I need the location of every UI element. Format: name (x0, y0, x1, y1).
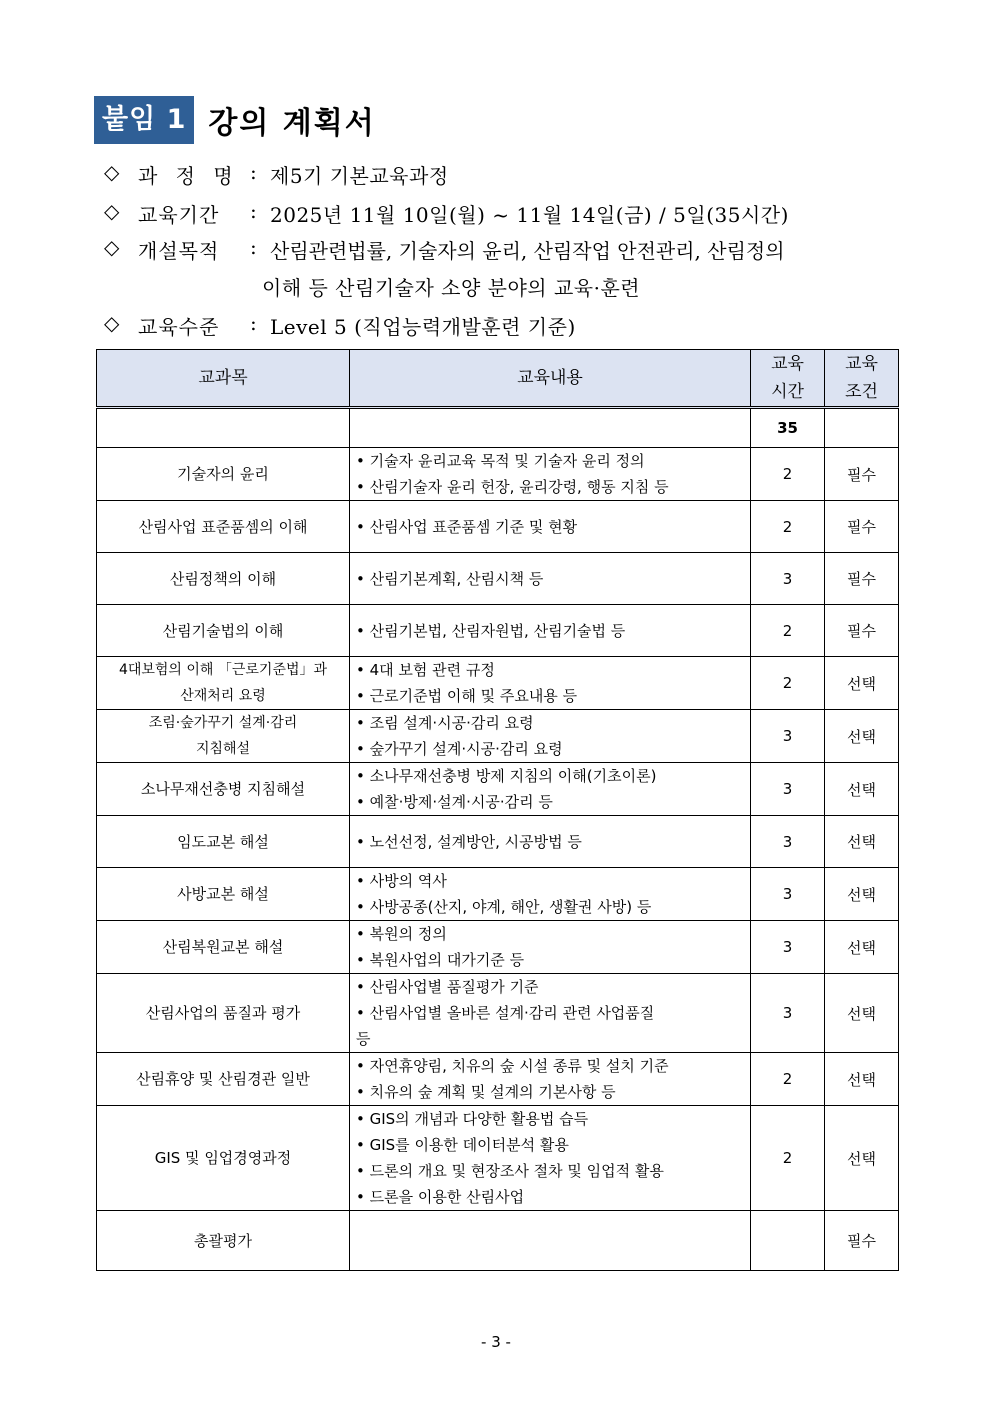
table-row (97, 605, 899, 657)
cell-hours: 2 (751, 1106, 825, 1211)
content-bullet: • 치유의 숲 계획 및 설계의 기본사항 등 (356, 1083, 616, 1101)
cell-condition: 선택 (825, 657, 899, 710)
subject-line: 4대보험의 이해 「근로기준법」과 (118, 662, 328, 678)
info-separator: : (250, 160, 257, 184)
header-cond-line2: 조건 (845, 382, 878, 402)
total-content (350, 408, 751, 448)
table-row (97, 868, 899, 921)
cell-condition: 선택 (825, 868, 899, 921)
content-bullet: • 산림기본계획, 산림시책 등 (356, 569, 544, 588)
subject-line: 산림정책의 이해 (169, 569, 277, 588)
info-course-name (104, 160, 449, 189)
cell-hours: 3 (751, 763, 825, 816)
cell-hours: 2 (751, 501, 825, 553)
document-header (94, 95, 376, 145)
cell-subject (97, 448, 350, 501)
subject-line: 사방교본 해설 (177, 885, 269, 903)
lecture-plan-table (96, 349, 899, 1271)
cell-hours: 2 (751, 657, 825, 710)
cell-subject (97, 501, 350, 553)
info-value: 제5기 기본교육과정 (270, 164, 449, 188)
subject-line: 산재처리 요령 (180, 688, 266, 704)
table-row (97, 921, 899, 974)
content-bullet: • 예찰·방제·설계·시공·감리 등 (356, 793, 553, 811)
content-bullet: • 4대 보험 관련 규정 (356, 661, 495, 679)
table-row (97, 448, 899, 501)
subject-line: 총괄평가 (194, 1231, 252, 1250)
attachment-badge: 붙임 1 (94, 96, 194, 144)
cell-content (350, 657, 751, 710)
cell-content (350, 1106, 751, 1211)
info-separator: : (250, 235, 257, 259)
cell-content (350, 763, 751, 816)
header-hours-line2: 시간 (771, 382, 804, 402)
info-period (104, 199, 789, 228)
subject-line: 산림복원교본 해설 (162, 938, 284, 956)
subject-line: 산림사업의 품질과 평가 (145, 1004, 301, 1022)
cell-subject (97, 921, 350, 974)
info-label: 개설목적 (138, 239, 220, 263)
info-value: 산림관련법률, 기술자의 윤리, 산림작업 안전관리, 산림정의 (270, 239, 785, 263)
table-row (97, 1053, 899, 1106)
subject-line: 임도교본 해설 (177, 832, 269, 851)
info-value: 2025년 11월 10일(월) ~ 11월 14일(금) / 5일(35시간) (270, 203, 789, 227)
total-subject (97, 408, 350, 448)
table-header-row (97, 350, 899, 408)
content-bullet: • 조림 설계·시공·감리 요령 (356, 714, 534, 732)
content-bullet: • 산림사업 표준품셈 기준 및 현황 (356, 517, 578, 536)
cell-subject (97, 868, 350, 921)
subject-line: 지침해설 (195, 741, 251, 757)
cell-content (350, 921, 751, 974)
cell-content (350, 553, 751, 605)
cell-condition: 선택 (825, 816, 899, 868)
cell-hours: 3 (751, 816, 825, 868)
cell-subject (97, 657, 350, 710)
cell-condition: 필수 (825, 448, 899, 501)
cell-condition: 필수 (825, 501, 899, 553)
header-cond-line1: 교육 (845, 354, 878, 374)
info-separator: : (250, 311, 257, 335)
content-bullet: • 근로기준법 이해 및 주요내용 등 (356, 687, 578, 705)
content-bullet: • GIS를 이용한 데이터분석 활용 (356, 1136, 569, 1154)
header-content: 교육내용 (350, 350, 751, 408)
content-bullet: • 산림사업별 올바른 설계·감리 관련 사업품질 (356, 1004, 655, 1022)
subject-line: 산림기술법의 이해 (162, 621, 284, 640)
content-bullet: • 사방공종(산지, 야계, 해안, 생활권 사방) 등 (356, 898, 652, 916)
content-bullet: 등 (356, 1030, 371, 1048)
cell-content (350, 974, 751, 1053)
header-condition (825, 350, 899, 408)
document-title: 강의 계획서 (208, 106, 376, 141)
header-hours (751, 350, 825, 408)
cell-subject (97, 1211, 350, 1271)
total-condition (825, 408, 899, 448)
cell-content (350, 710, 751, 763)
cell-condition: 필수 (825, 605, 899, 657)
table-row (97, 816, 899, 868)
cell-content (350, 1053, 751, 1106)
cell-hours (751, 1211, 825, 1271)
total-row (97, 408, 899, 448)
content-bullet: • 산림기본법, 산림자원법, 산림기술법 등 (356, 621, 626, 640)
cell-subject (97, 553, 350, 605)
diamond-icon: ◇ (104, 311, 120, 335)
table-row (97, 501, 899, 553)
cell-condition: 선택 (825, 1053, 899, 1106)
diamond-icon: ◇ (104, 199, 120, 223)
cell-hours: 3 (751, 868, 825, 921)
content-bullet: • 산림기술자 윤리 헌장, 윤리강령, 행동 지침 등 (356, 478, 669, 496)
content-bullet: • 숲가꾸기 설계·시공·감리 요령 (356, 740, 563, 758)
info-label: 교육기간 (138, 203, 220, 227)
content-bullet: • GIS의 개념과 다양한 활용법 습득 (356, 1110, 589, 1128)
content-bullet: • 사방의 역사 (356, 872, 447, 890)
cell-hours: 2 (751, 1053, 825, 1106)
info-level (104, 311, 576, 340)
cell-content (350, 1211, 751, 1271)
table-row (97, 553, 899, 605)
cell-condition: 선택 (825, 921, 899, 974)
table-row (97, 763, 899, 816)
content-bullet: • 복원의 정의 (356, 925, 447, 943)
cell-subject (97, 1053, 350, 1106)
info-purpose (104, 235, 785, 264)
content-bullet: • 기술자 윤리교육 목적 및 기술자 윤리 정의 (356, 452, 645, 470)
content-bullet: • 노선선정, 설계방안, 시공방법 등 (356, 832, 582, 851)
content-bullet: • 드론의 개요 및 현장조사 절차 및 임업적 활용 (356, 1162, 664, 1180)
cell-content (350, 605, 751, 657)
total-hours: 35 (751, 408, 825, 448)
content-bullet: • 자연휴양림, 치유의 숲 시설 종류 및 설치 기준 (356, 1057, 669, 1075)
subject-line: 조림·숲가꾸기 설계·감리 (148, 715, 298, 731)
subject-line: 소나무재선충병 지침해설 (140, 780, 306, 798)
cell-hours: 3 (751, 974, 825, 1053)
cell-content (350, 868, 751, 921)
cell-hours: 2 (751, 605, 825, 657)
cell-condition: 선택 (825, 974, 899, 1053)
cell-hours: 3 (751, 553, 825, 605)
diamond-icon: ◇ (104, 160, 120, 184)
content-bullet: • 복원사업의 대가기준 등 (356, 951, 525, 969)
cell-hours: 3 (751, 921, 825, 974)
header-subject: 교과목 (97, 350, 350, 408)
cell-hours: 2 (751, 448, 825, 501)
info-value: Level 5 (직업능력개발훈련 기준) (270, 315, 576, 339)
cell-content (350, 501, 751, 553)
header-hours-line1: 교육 (771, 354, 804, 374)
subject-line: 기술자의 윤리 (177, 465, 269, 483)
cell-subject (97, 974, 350, 1053)
info-label: 과 정 명 (138, 164, 239, 188)
cell-content (350, 816, 751, 868)
cell-subject (97, 816, 350, 868)
diamond-icon: ◇ (104, 235, 120, 259)
info-separator: : (250, 199, 257, 223)
table-row (97, 974, 899, 1053)
content-bullet: • 산림사업별 품질평가 기준 (356, 978, 539, 996)
cell-condition: 필수 (825, 1211, 899, 1271)
cell-condition: 선택 (825, 1106, 899, 1211)
cell-condition: 선택 (825, 710, 899, 763)
content-bullet: • 드론을 이용한 산림사업 (356, 1188, 525, 1206)
cell-subject (97, 763, 350, 816)
cell-subject (97, 605, 350, 657)
subject-line: 산림사업 표준품셈의 이해 (138, 517, 308, 536)
info-purpose-continued: 이해 등 산림기술자 소양 분야의 교육·훈련 (262, 276, 641, 300)
table-row (97, 1106, 899, 1211)
table-row (97, 1211, 899, 1271)
cell-subject (97, 710, 350, 763)
info-label: 교육수준 (138, 315, 220, 339)
cell-subject (97, 1106, 350, 1211)
subject-line: 산림휴양 및 산림경관 일반 (136, 1070, 310, 1088)
cell-content (350, 448, 751, 501)
page-number: - 3 - (481, 1333, 511, 1351)
cell-condition: 선택 (825, 763, 899, 816)
cell-hours: 3 (751, 710, 825, 763)
table-row (97, 710, 899, 763)
table-row (97, 657, 899, 710)
cell-condition: 필수 (825, 553, 899, 605)
subject-line: GIS 및 임업경영과정 (154, 1149, 292, 1167)
content-bullet: • 소나무재선충병 방제 지침의 이해(기초이론) (356, 767, 657, 785)
